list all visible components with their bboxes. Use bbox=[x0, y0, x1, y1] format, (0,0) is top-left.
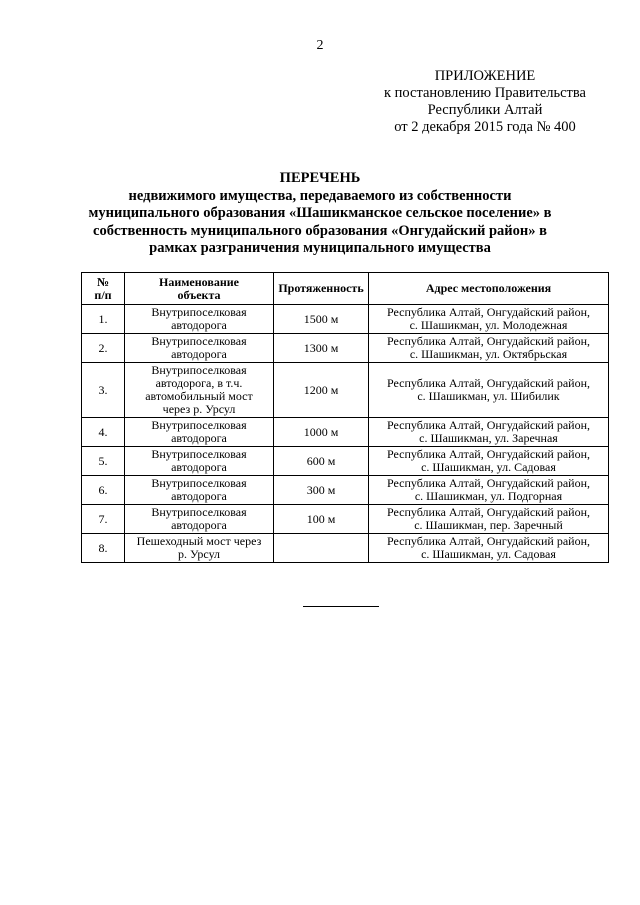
cell-address bbox=[369, 418, 609, 447]
cell-address bbox=[369, 534, 609, 563]
cell-line: автодорога, в т.ч. bbox=[155, 376, 243, 390]
closing-divider bbox=[303, 606, 379, 607]
cell-name bbox=[125, 534, 274, 563]
cell-length: 300 м bbox=[274, 476, 369, 505]
cell-name bbox=[125, 334, 274, 363]
header-line: Наименование bbox=[159, 274, 239, 289]
header-line: Протяженность bbox=[278, 281, 364, 295]
cell-num: 7. bbox=[82, 505, 125, 534]
cell-name bbox=[125, 305, 274, 334]
cell-line: с. Шашикман, ул. Садовая bbox=[421, 547, 556, 561]
cell-line: Республика Алтай, Онгудайский район, bbox=[387, 418, 590, 432]
title-line: рамках разграничения муниципального имущества bbox=[149, 240, 491, 256]
cell-num: 1. bbox=[82, 305, 125, 334]
cell-address bbox=[369, 334, 609, 363]
cell-line: Пешеходный мост через bbox=[136, 534, 262, 548]
table-row bbox=[82, 447, 609, 476]
cell-line: с. Шашикман, ул. Шибилик bbox=[417, 389, 560, 403]
cell-num: 3. bbox=[82, 363, 125, 418]
cell-length: 1000 м bbox=[274, 418, 369, 447]
cell-name bbox=[125, 505, 274, 534]
header-line: п/п bbox=[94, 287, 112, 302]
cell-line: р. Урсул bbox=[177, 547, 221, 561]
cell-num: 6. bbox=[82, 476, 125, 505]
table-row bbox=[82, 505, 609, 534]
cell-address bbox=[369, 505, 609, 534]
cell-num: 8. bbox=[82, 534, 125, 563]
appendix-line: к постановлению Правительства bbox=[384, 85, 586, 101]
cell-num: 2. bbox=[82, 334, 125, 363]
cell-line: автодорога bbox=[171, 431, 227, 445]
cell-line: Республика Алтай, Онгудайский район, bbox=[387, 376, 590, 390]
header-line: Адрес местоположения bbox=[425, 281, 552, 295]
cell-line: Внутрипоселковая bbox=[151, 476, 247, 490]
cell-line: автодорога bbox=[171, 460, 227, 474]
cell-line: Республика Алтай, Онгудайский район, bbox=[387, 305, 590, 319]
cell-line: Республика Алтай, Онгудайский район, bbox=[387, 505, 590, 519]
cell-line: автодорога bbox=[171, 318, 227, 332]
cell-line: с. Шашикман, ул. Молодежная bbox=[409, 318, 568, 332]
cell-length: 1200 м bbox=[274, 363, 369, 418]
page-number: 2 bbox=[316, 38, 324, 53]
appendix-line: от 2 декабря 2015 года № 400 bbox=[394, 119, 576, 135]
cell-line: с. Шашикман, ул. Октябрьская bbox=[409, 347, 568, 361]
cell-line: автодорога bbox=[171, 518, 227, 532]
header-line: № bbox=[96, 274, 110, 289]
header-num bbox=[82, 273, 125, 305]
cell-line: с. Шашикман, ул. Подгорная bbox=[414, 489, 563, 503]
cell-line: через р. Урсул bbox=[162, 402, 236, 416]
cell-line: с. Шашикман, пер. Заречный bbox=[414, 518, 563, 532]
cell-line: Внутрипоселковая bbox=[151, 363, 247, 377]
table-row bbox=[82, 476, 609, 505]
cell-address bbox=[369, 363, 609, 418]
cell-line: автомобильный мост bbox=[145, 389, 253, 403]
cell-num: 5. bbox=[82, 447, 125, 476]
table-row bbox=[82, 334, 609, 363]
cell-length: 600 м bbox=[274, 447, 369, 476]
cell-line: автодорога bbox=[171, 489, 227, 503]
cell-length: 1300 м bbox=[274, 334, 369, 363]
property-table bbox=[81, 272, 609, 563]
cell-line: Республика Алтай, Онгудайский район, bbox=[387, 334, 590, 348]
cell-line: автодорога bbox=[171, 347, 227, 361]
header-line: объекта bbox=[177, 287, 221, 302]
cell-line: Внутрипоселковая bbox=[151, 334, 247, 348]
header-address bbox=[369, 273, 609, 305]
cell-line: Республика Алтай, Онгудайский район, bbox=[387, 447, 590, 461]
cell-length: 100 м bbox=[274, 505, 369, 534]
appendix-block bbox=[370, 68, 600, 136]
table-row bbox=[82, 363, 609, 418]
cell-address bbox=[369, 476, 609, 505]
title-line: муниципального образования «Шашикманское сельское поселение» в bbox=[88, 205, 552, 221]
cell-line: Внутрипоселковая bbox=[151, 305, 247, 319]
cell-line: Внутрипоселковая bbox=[151, 447, 247, 461]
table-header-row bbox=[82, 273, 609, 305]
cell-line: Внутрипоселковая bbox=[151, 418, 247, 432]
header-name bbox=[125, 273, 274, 305]
header-length bbox=[274, 273, 369, 305]
title-line: ПЕРЕЧЕНЬ bbox=[279, 170, 361, 186]
cell-line: с. Шашикман, ул. Садовая bbox=[421, 460, 556, 474]
cell-line: с. Шашикман, ул. Заречная bbox=[419, 431, 558, 445]
cell-name bbox=[125, 363, 274, 418]
appendix-line: Республики Алтай bbox=[427, 102, 543, 118]
table-row bbox=[82, 418, 609, 447]
cell-address bbox=[369, 447, 609, 476]
cell-name bbox=[125, 476, 274, 505]
cell-length bbox=[274, 534, 369, 563]
appendix-line: ПРИЛОЖЕНИЕ bbox=[434, 68, 536, 84]
title-line: собственность муниципального образования «Онгудайский район» в bbox=[93, 222, 547, 239]
cell-name bbox=[125, 447, 274, 476]
document-title bbox=[60, 170, 580, 258]
cell-line: Внутрипоселковая bbox=[151, 505, 247, 519]
title-line: недвижимого имущества, передаваемого из собственности bbox=[128, 187, 512, 204]
cell-line: Республика Алтай, Онгудайский район, bbox=[387, 476, 590, 490]
cell-address bbox=[369, 305, 609, 334]
cell-length: 1500 м bbox=[274, 305, 369, 334]
table-row bbox=[82, 534, 609, 563]
cell-name bbox=[125, 418, 274, 447]
cell-num: 4. bbox=[82, 418, 125, 447]
cell-line: Республика Алтай, Онгудайский район, bbox=[387, 534, 590, 548]
table-row bbox=[82, 305, 609, 334]
